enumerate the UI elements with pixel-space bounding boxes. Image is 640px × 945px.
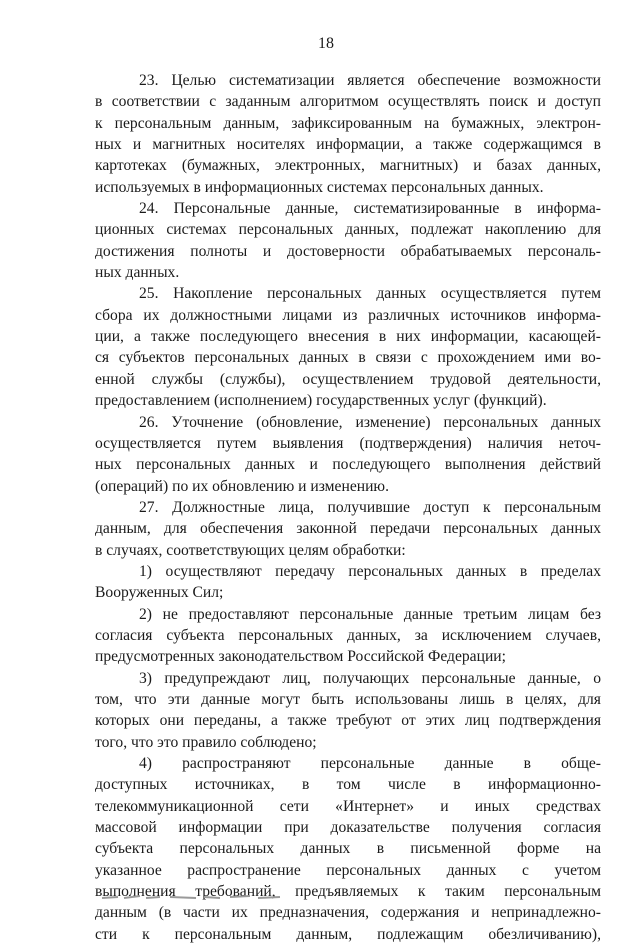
text-line: к персональным данным, зафиксированным на бумажных, электрон- xyxy=(95,114,601,132)
text-line: 3) предупреждают лиц, получающих персональные данные, о xyxy=(139,669,601,687)
page-number: 18 xyxy=(318,35,334,52)
text-line: ся субъектов персональных данных в связи с прохождением ими во- xyxy=(95,349,601,367)
text-line: картотеках (бумажных, электронных, магнитных) и базах данных, xyxy=(95,157,601,175)
text-line: предусмотренных законодательством Российской Федерации; xyxy=(95,648,506,666)
text-line: Вооруженных Сил; xyxy=(95,584,224,602)
text-line: достижения полноты и достоверности обрабатываемых персональ- xyxy=(95,242,601,260)
text-line: данным (в части их предназначения, содержания и непринадлежно- xyxy=(95,904,601,922)
text-line: выполнения требований, предъявляемых к таким персональным xyxy=(95,883,601,901)
text-line: ции, а также последующего внесения в них информации, касающей- xyxy=(95,328,601,346)
text-line: ных данных. xyxy=(95,264,180,282)
text-line: сти к персональным данным, подлежащим обезличиванию), xyxy=(95,925,601,943)
text-line: ных персональных данных и последующего выполнения действий xyxy=(95,456,601,474)
text-line: ционных системах персональных данных, подлежат накоплению для xyxy=(95,221,601,239)
text-line: используемых в информационных системах персональных данных. xyxy=(95,178,544,196)
text-line: субъекта персональных данных в письменной форме на xyxy=(95,840,601,858)
text-line: доступных источниках, в том числе в информационно- xyxy=(95,776,601,794)
text-line: в соответствии с заданным алгоритмом осуществлять поиск и доступ xyxy=(95,93,601,111)
text-line: сбора их должностными лицами из различных источников информа- xyxy=(95,306,601,324)
text-line: 27. Должностные лица, получившие доступ к персональным xyxy=(139,498,601,516)
text-line: согласия субъекта персональных данных, за исключением случаев, xyxy=(95,626,601,644)
text-line: данным, для обеспечения законной передачи персональных данных xyxy=(95,520,601,538)
text-line: 23. Целью систематизации является обеспечение возможности xyxy=(139,72,601,89)
text-line: указанное распространение персональных данных с учетом xyxy=(95,861,601,879)
text-line: того, что это правило соблюдено; xyxy=(95,733,317,751)
body-text xyxy=(95,70,601,945)
text-line: (операций) по их обновлению и изменению. xyxy=(95,477,389,495)
text-line: 24. Персональные данные, систематизированные в информа- xyxy=(139,200,601,218)
text-line: 2) не предоставляют персональные данные третьим лицам без xyxy=(139,605,601,623)
text-line: предоставлением (исполнением) государственных услуг (функций). xyxy=(95,392,547,410)
text-line: 4) распространяют персональные данные в обще- xyxy=(139,755,601,772)
text-line: 26. Уточнение (обновление, изменение) персональных данных xyxy=(139,413,601,431)
text-line: в случаях, соответствующих целям обработки: xyxy=(95,541,406,559)
text-line: 1) осуществляют передачу персональных данных в пределах xyxy=(139,562,601,580)
footer-scan-artifact xyxy=(100,892,320,902)
text-line: которых они переданы, а также требуют от этих лиц подтверждения xyxy=(95,712,601,730)
text-line: массовой информации при доказательстве получения согласия xyxy=(95,819,601,837)
text-line: ных и магнитных носителях информации, а также содержащимся в xyxy=(95,136,601,154)
text-line: енной службы (службы), осуществлением трудовой деятельности, xyxy=(95,370,601,388)
text-line: 25. Накопление персональных данных осуществляется путем xyxy=(139,285,601,303)
text-line: осуществляется путем выявления (подтверждения) наличия неточ- xyxy=(95,434,601,452)
text-line: телекоммуникационной сети «Интернет» и иных средствах xyxy=(95,797,601,815)
text-line: том, что эти данные могут быть использованы лишь в целях, для xyxy=(95,690,601,708)
